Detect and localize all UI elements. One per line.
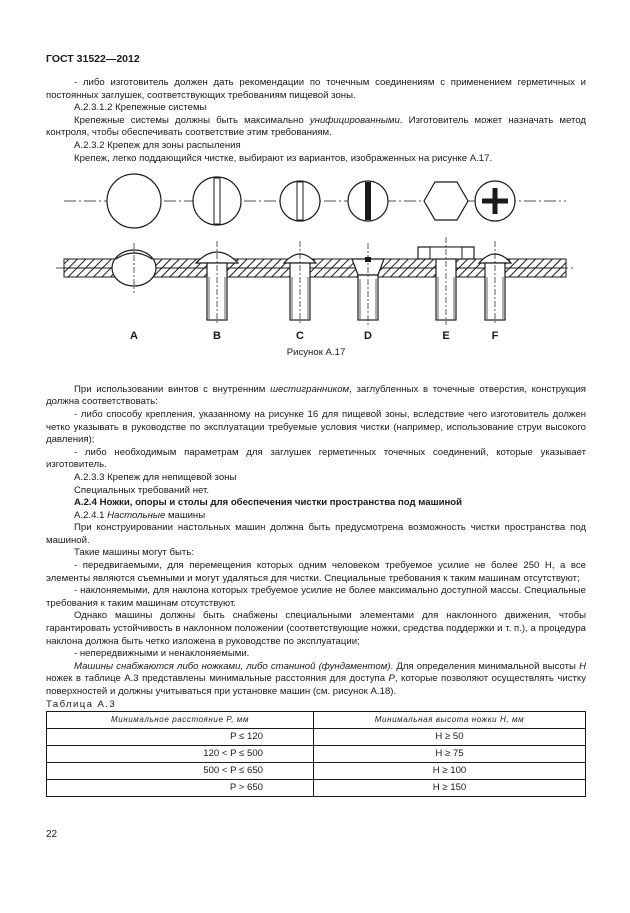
paragraph: - передвигаемыми, для перемещения которых одним человеком требуемое усилие не более 250 Н, а все элементы являются съемными и могут удаляться для чистки. Специальные требования к таким машинам отсутствуют; [46, 560, 586, 584]
section-heading: А.2.3.3 Крепеж для непищевой зоны [74, 471, 237, 483]
fastener-b-top [193, 177, 241, 225]
paragraph: Машины снабжаются либо ножками, либо станиной (фундаментом). Для определения минимальной высоты H ножек в таблице А.3 представлены минимальные расстояния для доступа P, которые позволяют осуществлять чистку поверхностей и должны учитываться при установке машин (см. рисунок А.18). [46, 660, 586, 697]
fastener-c-top [280, 181, 320, 221]
table-cell: H ≥ 100 [314, 763, 586, 780]
section-heading: А.2.3.1.2 Крепежные системы [74, 102, 207, 114]
fastener-f-section [479, 241, 511, 325]
section-heading-bold: А.2.4 Ножки, опоры и столы для обеспечения чистки пространства под машиной [74, 497, 463, 509]
label-d: D [364, 330, 372, 343]
paragraph: Крепежные системы должны быть максимально унифицированными. Изготовитель может назначать метод контроля, чтобы обеспечивать соответствие этим требованиям. [46, 114, 586, 139]
paragraph: Специальных требований нет. [74, 484, 210, 496]
section-heading: А.2.3.2 Крепеж для зоны распыления [74, 139, 241, 151]
table-title: Таблица А.3 [46, 698, 117, 710]
fastener-e-top [424, 182, 468, 220]
paragraph: При использовании винтов с внутренним шестигранником, заглубленных в точечные отверстия, конструкция должна соответствовать: [46, 383, 586, 408]
fastener-d-top [348, 181, 388, 221]
paragraph: Такие машины могут быть: [74, 547, 194, 559]
fastener-a-section [112, 243, 156, 293]
table-cell: 500 < P ≤ 650 [47, 763, 314, 780]
paragraph: Крепеж, легко поддающийся чистке, выбирают из вариантов, изображенных на рисунке А.17. [74, 152, 493, 164]
label-a: A [130, 330, 138, 343]
fastener-d-section [352, 243, 384, 325]
table-cell: H ≥ 150 [314, 780, 586, 797]
fastener-f-top [475, 181, 515, 221]
page-content [46, 77, 586, 797]
page-number: 22 [46, 829, 58, 840]
table-header: Минимальное расстояние P, мм [47, 712, 314, 729]
figure-caption: Рисунок А.17 [286, 347, 346, 359]
table-cell: 120 < P ≤ 500 [47, 746, 314, 763]
fastener-e-section [418, 237, 474, 325]
fastener-b-section [196, 241, 238, 325]
paragraph: - либо изготовитель должен дать рекомендации по точечным соединениям с применением герметичных и постоянных заглушек, соответствующих требованиям пищевой зоны. [46, 77, 586, 101]
table-row [47, 763, 586, 780]
paragraph: - либо способу крепления, указанному на рисунке 16 для пищевой зоны, вследствие чего изготовитель должен четко указывать в руководстве по эксплуатации требуемые условия чистки (например, использование струи высокого давления); [46, 408, 586, 446]
table-cell: H ≥ 75 [314, 746, 586, 763]
figure-a17 [46, 171, 586, 360]
paragraph: При конструировании настольных машин должна быть предусмотрена возможность чистки пространства под машиной. [46, 522, 586, 546]
table-row [47, 746, 586, 763]
paragraph: - непередвижными и ненаклоняемыми. [74, 648, 250, 660]
paragraph: - наклоняемыми, для наклона которых требуемое усилие не более максимально доступной массы. Специальные требования к таким машинам отсутствуют. [46, 585, 586, 609]
label-b: B [213, 330, 221, 343]
fastener-a-top [107, 174, 161, 228]
table-cell: P ≤ 120 [47, 729, 314, 746]
table-cell: P > 650 [47, 780, 314, 797]
paragraph: - либо необходимым параметрам для заглушек герметичных точечных соединений, которые указывает изготовитель. [46, 446, 586, 471]
table-a3 [46, 711, 586, 797]
fastener-drawing [46, 171, 586, 343]
document-header: ГОСТ 31522—2012 [46, 53, 140, 65]
label-e: E [442, 330, 450, 343]
label-c: C [296, 330, 304, 343]
table-row [47, 780, 586, 797]
section-heading: А.2.4.1 Настольные машины [74, 509, 206, 521]
label-f: F [491, 330, 499, 343]
table-cell: H ≥ 50 [314, 729, 586, 746]
table-row [47, 729, 586, 746]
fastener-c-section [284, 241, 316, 325]
table-header: Минимальная высота ножки H, мм [314, 712, 586, 729]
paragraph: Однако машины должны быть снабжены специальными элементами для наклонного движения, чтобы гарантировать устойчивость в наклонном положении (соответствующие ножки, средства поддержки и т. п.), а процедура наклона должна быть четко изложена в руководстве по эксплуатации; [46, 610, 586, 647]
